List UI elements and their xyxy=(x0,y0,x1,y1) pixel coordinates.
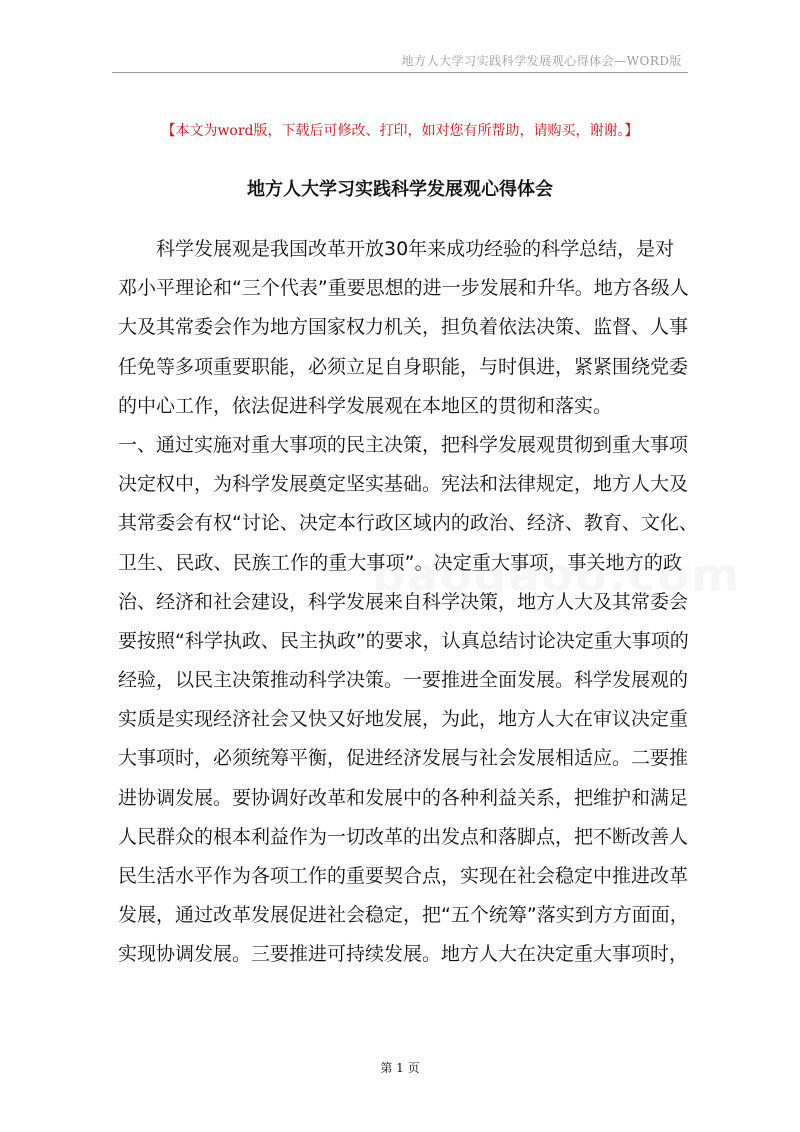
paragraph-line: 实现协调发展。三要推进可持续发展。地方人大在决定重大事项时， xyxy=(118,943,689,966)
paragraph-line: 民生活水平作为各项工作的重要契合点，实现在社会稳定中推进改革 xyxy=(118,865,689,887)
paragraph-line: 进协调发展。要协调好改革和发展中的各种利益关系，把维护和满足 xyxy=(118,786,689,809)
header-rule xyxy=(112,72,688,73)
download-notice: 【本文为word版，下载后可修改、打印，如对您有所帮助，请购买，谢谢。】 xyxy=(161,123,639,139)
paragraph-line: 大事项时，必须统筹平衡，促进经济发展与社会发展相适应。二要推 xyxy=(118,747,689,770)
document-title: 地方人大学习实践科学发展观心得体会 xyxy=(247,179,553,200)
paragraph-line: 人民群众的根本利益作为一切改革的出发点和落脚点，把不断改善人 xyxy=(118,825,689,848)
paragraph-line: 实质是实现经济社会又快又好地发展，为此，地方人大在审议决定重 xyxy=(118,708,689,731)
paragraph-line: 其常委会有权“讨论、决定本行政区域内的政治、经济、教育、文化、 xyxy=(118,512,698,535)
paragraph-line: 科学发展观是我国改革开放30年来成功经验的科学总结，是对 xyxy=(118,238,675,260)
paragraph-line: 治、经济和社会建设，科学发展来自科学决策，地方人大及其常委会 xyxy=(118,590,689,613)
paragraph-line: 一、通过实施对重大事项的民主决策，把科学发展观贯彻到重大事项 xyxy=(118,433,689,456)
paragraph-line: 任免等多项重要职能，必须立足自身职能，与时俱进，紧紧围绕党委 xyxy=(118,355,689,378)
paragraph-line: 邓小平理论和“三个代表”重要思想的进一步发展和升华。地方各级人 xyxy=(118,277,689,300)
paragraph-line: 要按照“科学执政、民主执政”的要求，认真总结讨论决定重大事项的 xyxy=(118,629,689,652)
page-number: 第 1 页 xyxy=(380,1061,420,1075)
paragraph-line: 大及其常委会作为地方国家权力机关，担负着依法决策、监督、人事 xyxy=(118,316,689,339)
paragraph-line: 经验，以民主决策推动科学决策。一要推进全面发展。科学发展观的 xyxy=(118,669,689,692)
paragraph-line: 的中心工作，依法促进科学发展观在本地区的贯彻和落实。 xyxy=(118,394,613,417)
paragraph-line: 发展，通过改革发展促进社会稳定，把“五个统筹”落实到方方面面， xyxy=(118,904,689,927)
running-header: 地方人大学习实践科学发展观心得体会—WORD版 xyxy=(401,54,682,68)
body-text xyxy=(118,230,698,975)
paragraph-line: 卫生、民政、民族工作的重大事项”。决定重大事项，事关地方的政 xyxy=(118,551,682,574)
paragraph-line: 决定权中，为科学发展奠定坚实基础。宪法和法律规定，地方人大及 xyxy=(118,473,689,496)
